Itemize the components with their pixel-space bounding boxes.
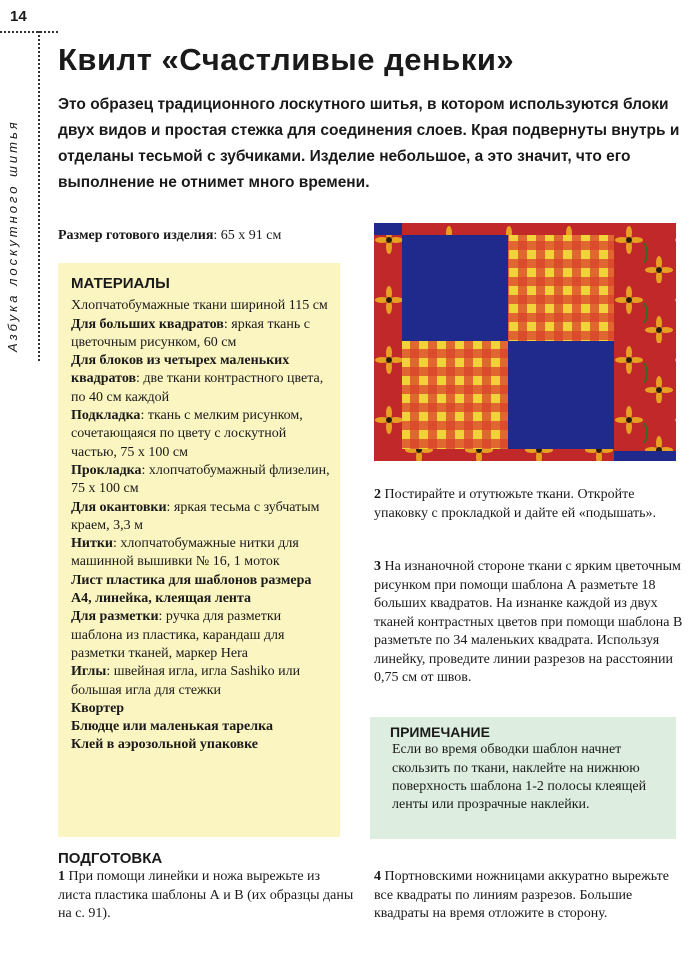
materials-item-text: : яркая тесьма с зубчатым краем, 3,3 м xyxy=(71,499,320,533)
materials-item-label: Для больших квадратов xyxy=(71,316,224,332)
materials-item-text: Хлопчатобумажные ткани шириной 115 см xyxy=(71,298,328,314)
materials-item-text: : ткань с мелким рисунком, сочетающаяся по цвету с лоскутной частью, 75 х 100 см xyxy=(71,408,303,460)
note-text: Если во время обводки шаблон начнет скользить по ткани, наклейте на нижнюю поверхность шаблона 1-2 полосы клеящей ленты или прозрачные наклейки. xyxy=(392,742,647,813)
materials-item-label: Нитки xyxy=(71,536,113,552)
materials-item xyxy=(71,297,333,315)
intro-paragraph: Это образец традиционного лоскутного шитья, в котором используются блоки двух видов и простая стежка для соединения слоев. Края подвернуты внутрь и отделаны тесьмой с зубчиками. Изделие небольшое, а это значит, что его выполнение не отнимет много времени. xyxy=(58,96,680,191)
step-3 xyxy=(374,558,684,688)
finished-size-label: Размер готового изделия xyxy=(58,228,214,243)
blue-edge xyxy=(374,223,402,235)
materials-item-label: Для разметки xyxy=(71,609,159,625)
materials-item xyxy=(71,663,333,700)
step-number: 1 xyxy=(58,869,65,884)
note-heading: ПРИМЕЧАНИЕ xyxy=(390,724,490,740)
dotted-divider-horizontal xyxy=(0,31,58,33)
materials-heading: МАТЕРИАЛЫ xyxy=(71,275,170,292)
materials-item-label: Иглы xyxy=(71,664,107,680)
materials-item xyxy=(71,499,333,536)
materials-item-text: : ручка для разметки шаблона из пластика, карандаш для разметки тканей, маркер Hera xyxy=(71,609,285,661)
materials-item xyxy=(71,572,333,609)
materials-item-text: : хлопчатобумажные нитки для машинной вышивки № 16, 1 моток xyxy=(71,536,299,570)
quilt-photo xyxy=(374,223,676,461)
finished-size-value: : 65 х 91 см xyxy=(213,228,282,243)
materials-item xyxy=(71,700,333,718)
note-box xyxy=(370,717,676,839)
step-number: 4 xyxy=(374,869,381,884)
blue-edge xyxy=(614,451,676,461)
materials-item-label: Для окантовки xyxy=(71,499,167,515)
materials-item-label: Прокладка xyxy=(71,462,142,478)
page-number: 14 xyxy=(10,8,27,25)
side-running-title: Азбука лоскутного шитья xyxy=(5,119,20,352)
page-title: Квилт «Счастливые деньки» xyxy=(58,42,515,77)
materials-item xyxy=(71,316,333,353)
materials-item-text: : две ткани контрастного цвета, по 40 см каждой xyxy=(71,371,324,405)
step-text: Постирайте и отутюжьте ткани. Откройте упаковку с прокладкой и дайте ей «подышать». xyxy=(374,487,657,521)
preparation-heading: ПОДГОТОВКА xyxy=(58,850,163,867)
finished-size xyxy=(58,228,281,244)
materials-item xyxy=(71,462,333,499)
materials-item-label: Клей в аэрозольной упаковке xyxy=(71,737,259,753)
dotted-divider-vertical xyxy=(38,31,40,361)
materials-item-label: Блюдце или маленькая тарелка xyxy=(71,719,273,735)
step-4 xyxy=(374,868,680,924)
materials-item xyxy=(71,407,333,462)
step-number: 2 xyxy=(374,487,381,502)
materials-list xyxy=(71,297,333,754)
step-2 xyxy=(374,486,676,523)
materials-item xyxy=(71,352,333,407)
materials-item xyxy=(71,718,333,736)
blue-square xyxy=(508,341,614,449)
step-1 xyxy=(58,868,354,924)
materials-item-label: Квортер xyxy=(71,700,125,716)
materials-item-label: Подкладка xyxy=(71,408,141,424)
step-text: На изнаночной стороне ткани с ярким цветочным рисунком при помощи шаблона А разметьте 18 больших квадратов. На изнанке каждой из двух тканей контрастных цветов при помощи шаблона В разметьте по 34 маленьких квадрата. Используя линейку, проведите линии разрезов на расстоянии 0,75 см от швов. xyxy=(374,559,683,685)
materials-box xyxy=(58,263,340,837)
materials-item xyxy=(71,535,333,572)
step-text: При помощи линейки и ножа вырежьте из листа пластика шаблоны А и В (их образцы даны на с. 91). xyxy=(58,869,354,921)
step-text: Портновскими ножницами аккуратно вырежьте все квадраты по линиям разрезов. Большие квадраты на время отложите в сторону. xyxy=(374,869,669,921)
quilt-illustration xyxy=(374,223,676,461)
materials-item-text: : швейная игла, игла Sashiko или большая игла для стежки xyxy=(71,664,301,698)
gingham-square xyxy=(508,235,614,341)
materials-item-label: Для блоков из четырех маленьких квадратов xyxy=(71,353,290,387)
materials-item-text: : яркая ткань с цветочным рисунком, 60 см xyxy=(71,316,310,350)
materials-item xyxy=(71,608,333,663)
materials-item-label: Лист пластика для шаблонов размера А4, линейка, клеящая лента xyxy=(71,572,312,607)
materials-item xyxy=(71,736,333,754)
blue-square xyxy=(402,235,508,341)
materials-item-text: : хлопчатобумажный флизелин, 75 х 100 см xyxy=(71,462,330,497)
step-number: 3 xyxy=(374,559,381,574)
gingham-square xyxy=(402,341,508,449)
